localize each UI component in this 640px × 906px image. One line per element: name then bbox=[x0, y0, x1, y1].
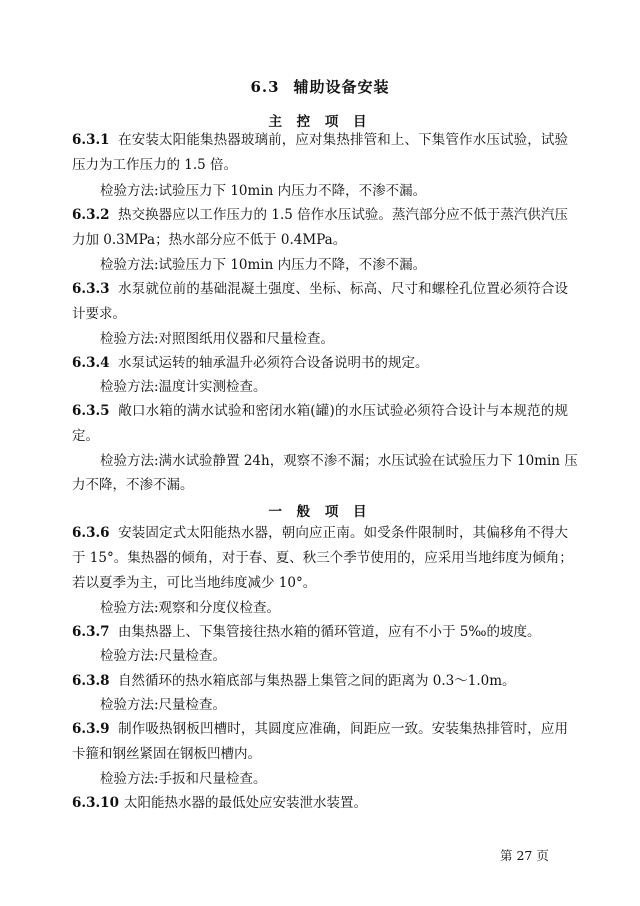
clause-line: 定。 bbox=[72, 428, 99, 444]
inspection-method: 检验方法:观察和分度仪检查。 bbox=[100, 600, 281, 616]
clause-line: 6.3.6 安装固定式太阳能热水器，朝向应正南。如受条件限制时，其偏移角不得大 bbox=[72, 525, 568, 541]
clause-number: 6.3.5 bbox=[72, 403, 110, 419]
clause-line: 6.3.9 制作吸热钢板凹槽时，其圆度应准确，间距应一致。安装集热排管时，应用 bbox=[72, 721, 568, 737]
clause-line: 6.3.4 水泵试运转的轴承温升必须符合设备说明书的规定。 bbox=[72, 355, 429, 371]
inspection-method: 检验方法:满水试验静置 24h，观察不渗不漏；水压试验在试验压力下 10min 压 bbox=[100, 453, 578, 469]
inspection-method: 检验方法:手扳和尺量检查。 bbox=[100, 771, 267, 787]
clause-number: 6.3.2 bbox=[72, 207, 110, 223]
clause-number: 6.3.7 bbox=[72, 624, 110, 640]
inspection-method: 检验方法:尺量检查。 bbox=[100, 648, 227, 664]
general-items-heading: 一 般 项 目 bbox=[268, 504, 372, 520]
clause-number: 6.3.4 bbox=[72, 355, 110, 371]
clause-line: 6.3.5 敞口水箱的满水试验和密闭水箱(罐)的水压试验必须符合设计与本规范的规 bbox=[72, 403, 568, 419]
clause-line: 力加 0.3MPa；热水部分应不低于 0.4MPa。 bbox=[72, 232, 347, 248]
clause-line: 6.3.8 自然循环的热水箱底部与集热器上集管之间的距离为 0.3～1.0m。 bbox=[72, 673, 516, 689]
clause-line: 6.3.10 太阳能热水器的最低处应安装泄水装置。 bbox=[72, 795, 367, 811]
clause-number: 6.3.6 bbox=[72, 525, 110, 541]
clause-number: 6.3.3 bbox=[72, 281, 110, 297]
clause-line: 6.3.3 水泵就位前的基础混凝土强度、坐标、标高、尺寸和螺栓孔位置必须符合设 bbox=[72, 281, 568, 297]
clause-number: 6.3.10 bbox=[72, 795, 119, 811]
clause-line: 6.3.1 在安装太阳能集热器玻璃前，应对集热排管和上、下集管作水压试验，试验 bbox=[72, 132, 568, 148]
section-title bbox=[0, 76, 640, 97]
clause-line: 计要求。 bbox=[72, 306, 126, 322]
clause-line: 于 15°。集热器的倾角，对于春、夏、秋三个季节使用的，应采用当地纬度为倾角； bbox=[72, 550, 573, 566]
clause-line: 若以夏季为主，可比当地纬度减少 10°。 bbox=[72, 575, 317, 591]
section-number: 6.3 bbox=[250, 78, 280, 96]
clause-number: 6.3.8 bbox=[72, 673, 110, 689]
inspection-method: 检验方法:对照图纸用仪器和尺量检查。 bbox=[100, 331, 335, 347]
section-title-text: 辅助设备安装 bbox=[293, 78, 390, 96]
inspection-method: 检验方法:试验压力下 10min 内压力不降，不渗不漏。 bbox=[100, 183, 427, 199]
page-number: 第 27 页 bbox=[500, 848, 549, 863]
inspection-method: 检验方法:温度计实测检查。 bbox=[100, 379, 267, 395]
main-items-heading: 主 控 项 目 bbox=[268, 114, 372, 130]
inspection-method-continued: 力不降，不渗不漏。 bbox=[72, 477, 194, 493]
clause-line: 6.3.2 热交换器应以工作压力的 1.5 倍作水压试验。蒸汽部分应不低于蒸汽供汽压 bbox=[72, 207, 568, 223]
clause-number: 6.3.9 bbox=[72, 721, 110, 737]
clause-line: 卡箍和钢丝紧固在钢板凹槽内。 bbox=[72, 746, 261, 762]
clause-number: 6.3.1 bbox=[72, 132, 110, 148]
inspection-method: 检验方法:试验压力下 10min 内压力不降，不渗不漏。 bbox=[100, 257, 427, 273]
clause-line: 压力为工作压力的 1.5 倍。 bbox=[72, 157, 238, 173]
clause-line: 6.3.7 由集热器上、下集管接往热水箱的循环管道，应有不小于 5‰的坡度。 bbox=[72, 624, 541, 640]
inspection-method: 检验方法:尺量检查。 bbox=[100, 697, 227, 713]
